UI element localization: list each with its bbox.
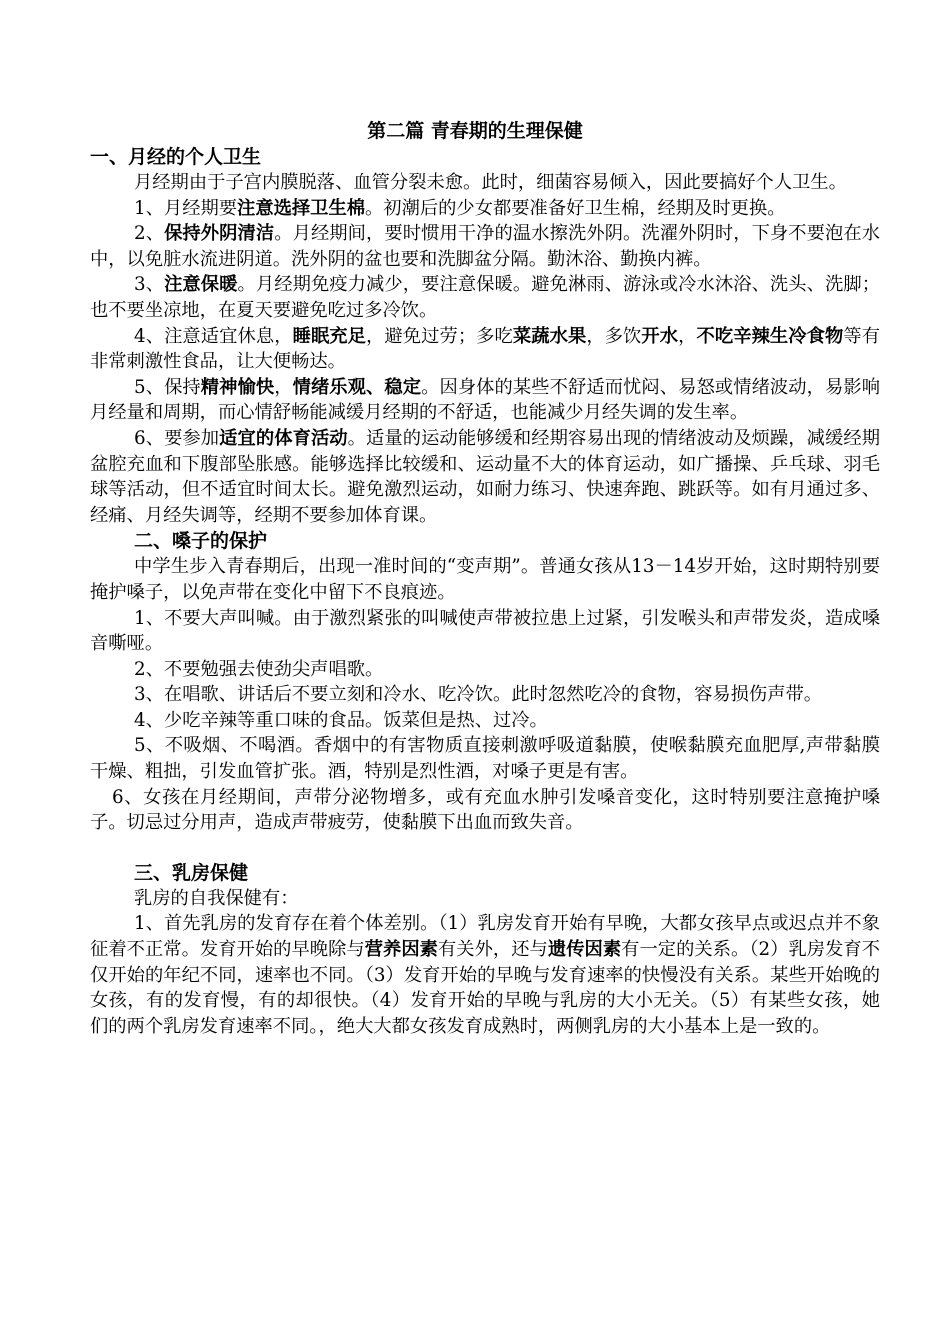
paragraph [90, 426, 880, 528]
paragraph [90, 324, 880, 375]
text-run: 。初潮后的少女都要准备好卫生棉，经期及时更换。 [365, 197, 786, 219]
text-run: 2、不要勉强去使劲尖声唱歌。 [134, 658, 384, 680]
emphasis-text: 菜蔬水果 [512, 325, 587, 347]
text-run: 中学生步入青春期后，出现一准时间的“变声期”。普通女孩从13－14岁开始，这时期特别要掩护嗓子，以免声带在变化中留下不良痕迹。 [90, 556, 880, 603]
text-run: 1、首先乳房的发育存在着个体差别。（1）乳房发育开始有早晚，大都女孩早点或迟点并不象征着不正常。发育开始的早晚除与 [90, 913, 880, 961]
text-run: 。因身体的某些不舒适而忧闷、易怒或情绪波动，易影响月经量和周期，而心情舒畅能减缓月经期的不舒适，也能减少月经失调的发生率。 [90, 376, 881, 424]
paragraph [90, 733, 880, 784]
paragraph [90, 911, 880, 1039]
emphasis-text: 不吃辛辣生冷食物 [696, 325, 844, 347]
text-run: 6、要参加 [134, 427, 220, 449]
emphasis-text: 注意选择卫生棉 [237, 197, 366, 219]
section-heading-breast: 三、乳房保健 [134, 861, 249, 884]
paragraph [90, 606, 880, 657]
emphasis-text: 适宜的体育活动 [219, 427, 348, 449]
emphasis-text: 睡眠充足 [292, 325, 367, 347]
text-run: 。月经期免疫力减少，要注意保暖。避免淋雨、游泳或冷水沐浴、洗头、洗脚；也不要坐凉地，在夏天要避免吃过多冷饮。 [90, 274, 881, 321]
section-heading-menstruation: 一、月经的个人卫生 [90, 146, 262, 168]
text-run: 6、女孩在月经期间，声带分泌物增多，或有充血水肿引发嗓音变化，这时特别要注意掩护嗓子。切忌过分用声，造成声带疲劳，使黏膜下出血而致失音。 [90, 786, 880, 834]
text-run: 1、月经期要 [134, 197, 238, 219]
document-page [90, 118, 880, 1039]
paragraph [90, 221, 880, 272]
paragraph [90, 682, 880, 708]
text-run: 月经期由于子宫内膜脱落、血管分裂未愈。此时，细菌容易倾入，因此要搞好个人卫生。 [134, 172, 847, 193]
text-run: ， [678, 325, 697, 347]
paragraph [90, 554, 880, 605]
emphasis-text: 保持外阴清洁 [164, 223, 275, 245]
emphasis-text: 营养因素 [364, 939, 438, 961]
text-run: ，避免过劳；多吃 [366, 325, 513, 347]
text-run: 4、少吃辛辣等重口味的食品。饭菜但是热、过冷。 [134, 709, 548, 731]
text-run: 有关外，还与 [437, 939, 548, 961]
paragraph [90, 375, 880, 426]
paragraph [90, 886, 880, 912]
paragraph [90, 657, 880, 683]
page-title: 第二篇 青春期的生理保健 [367, 120, 583, 142]
text-run: 5、不吸烟、不喝酒。香烟中的有害物质直接刺激呼吸道黏膜，使喉黏膜充血肥厚,声带黏膜干燥、粗拙，引发血管扩张。酒，特别是烈性酒，对嗓子更是有害。 [90, 735, 880, 783]
text-run: 5、保持 [134, 376, 201, 398]
text-run: 。月经期间，要时惯用干净的温水擦洗外阴。洗濯外阴时，下身不要泡在水中，以免脏水流进阴道。洗外阴的盆也要和洗脚盆分隔。勤沐浴、勤换内裤。 [90, 223, 881, 270]
text-run: 1、不要大声叫喊。由于激烈紧张的叫喊使声带被拉患上过紧，引发喉头和声带发炎，造成嗓音嘶哑。 [90, 607, 880, 655]
paragraph [90, 785, 880, 836]
paragraph [90, 196, 880, 222]
text-run: 3、在唱歌、讲话后不要立刻和冷水、吃冷饮。此时忽然吃冷的食物，容易损伤声带。 [134, 684, 823, 706]
emphasis-text: 开水 [641, 325, 679, 347]
emphasis-text: 注意保暖 [164, 274, 238, 296]
text-run: ，多饮 [586, 325, 642, 347]
emphasis-text: 情绪乐观、稳定 [292, 376, 422, 398]
emphasis-text: 遗传因素 [547, 939, 622, 961]
text-run: 。适量的运动能够缓和经期容易出现的情绪波动及烦躁，减缓经期盆腔充血和下腹部坠胀感。能够选择比较缓和、运动量不大的体育运动，如广播操、乒乓球、羽毛球等活动，但不适宜时间太长。避免激烈运动，如耐力练习、快速奔跑、跳跃等。如有月通过多、经痛、月经失调等，经期不要参加体育课。 [90, 427, 881, 526]
section-heading-voice: 二、嗓子的保护 [134, 530, 268, 553]
text-run: ， [274, 376, 293, 398]
text-run: 2、 [134, 223, 165, 245]
text-run: 等有非常刺激性食品，让大便畅达。 [90, 325, 881, 373]
text-run: 3、 [134, 274, 165, 296]
text-run: 乳房的自我保健有： [134, 887, 299, 909]
text-run: 有一定的关系。（2）乳房发育不仅开始的年纪不同，速率也不同。（3）发育开始的早晚与发育速率的快慢没有关系。某些开始晚的女孩，有的发育慢，有的却很快。（4）发育开始的早晚与乳房的大小无关。（5）有某些女孩，她们的两个乳房发育速率不同。，绝大大都女孩发育成熟时，两侧乳房的大小基本上是一致的。 [90, 939, 881, 1037]
paragraph [90, 708, 880, 734]
paragraph [90, 272, 880, 323]
paragraph [90, 170, 880, 196]
text-run: 4、注意适宜休息， [134, 325, 293, 347]
emphasis-text: 精神愉快 [200, 376, 275, 398]
